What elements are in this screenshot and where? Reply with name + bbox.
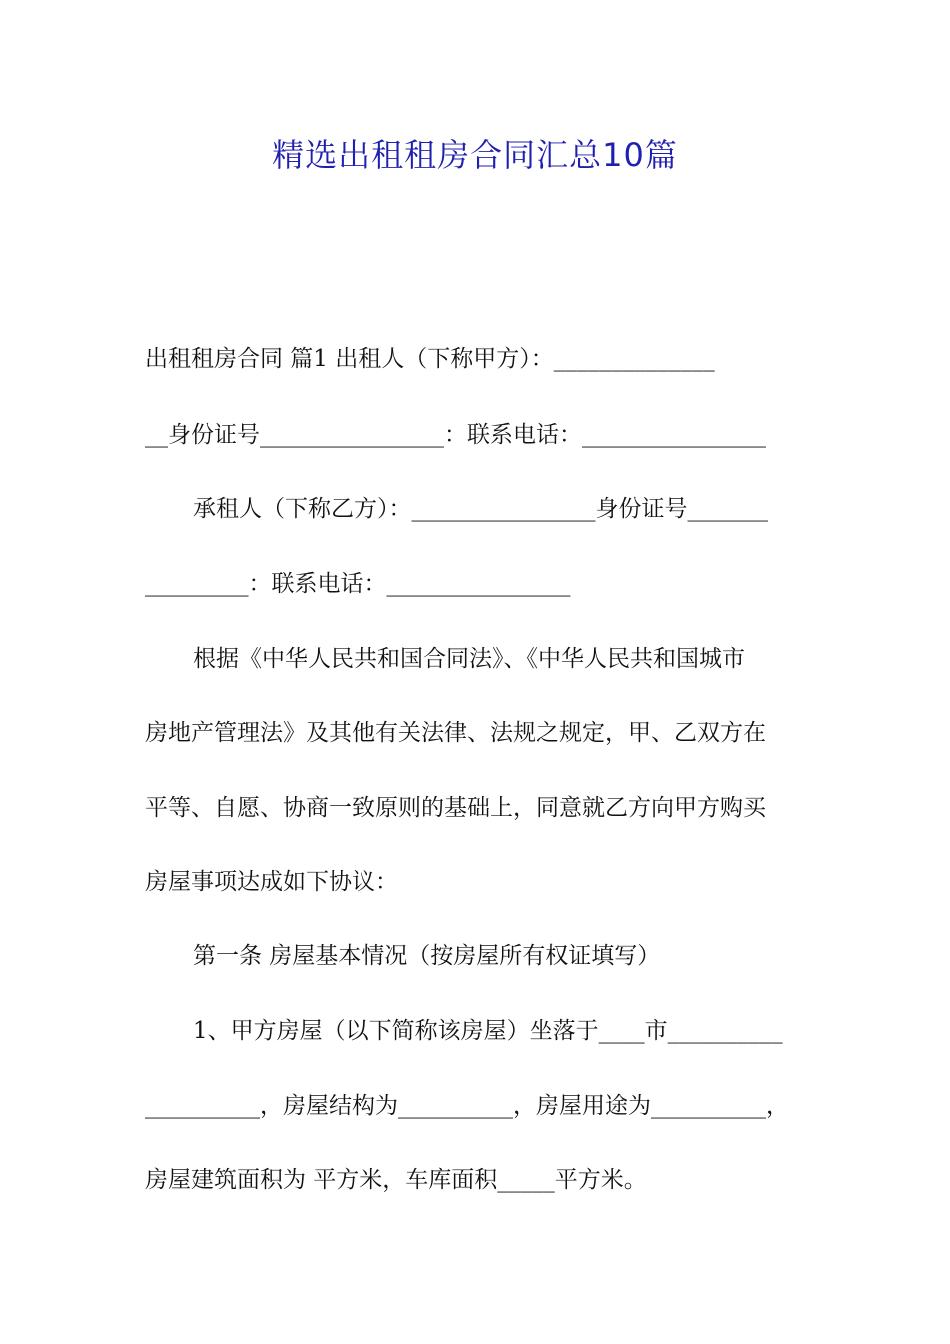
paragraph-line: 平等、自愿、协商一致原则的基础上，同意就乙方向甲方购买 bbox=[145, 795, 766, 821]
paragraph-line: 房屋建筑面积为 平方米，车库面积_____平方米。 bbox=[145, 1167, 647, 1193]
paragraph-line: 出租租房合同 篇1 出租人（下称甲方）：______________ bbox=[145, 346, 715, 372]
document-title: 精选出租租房合同汇总10篇 bbox=[272, 136, 678, 174]
paragraph-line: __身份证号________________：联系电话：________________ bbox=[145, 422, 766, 448]
paragraph-line: 1、甲方房屋（以下简称该房屋）坐落于____市__________ bbox=[193, 1018, 783, 1044]
paragraph-line: 根据《中华人民共和国合同法》、《中华人民共和国城市 bbox=[193, 646, 745, 672]
paragraph-line: 房地产管理法》及其他有关法律、法规之规定，甲、乙双方在 bbox=[145, 720, 766, 746]
paragraph-line: 承租人（下称乙方）：________________身份证号_______ bbox=[193, 496, 768, 522]
paragraph-line: __________，房屋结构为__________，房屋用途为__________， bbox=[145, 1093, 789, 1119]
section-heading: 第一条 房屋基本情况（按房屋所有权证填写） bbox=[193, 943, 661, 969]
paragraph-line: 房屋事项达成如下协议： bbox=[145, 869, 398, 895]
paragraph-line: _________：联系电话：________________ bbox=[145, 571, 571, 597]
